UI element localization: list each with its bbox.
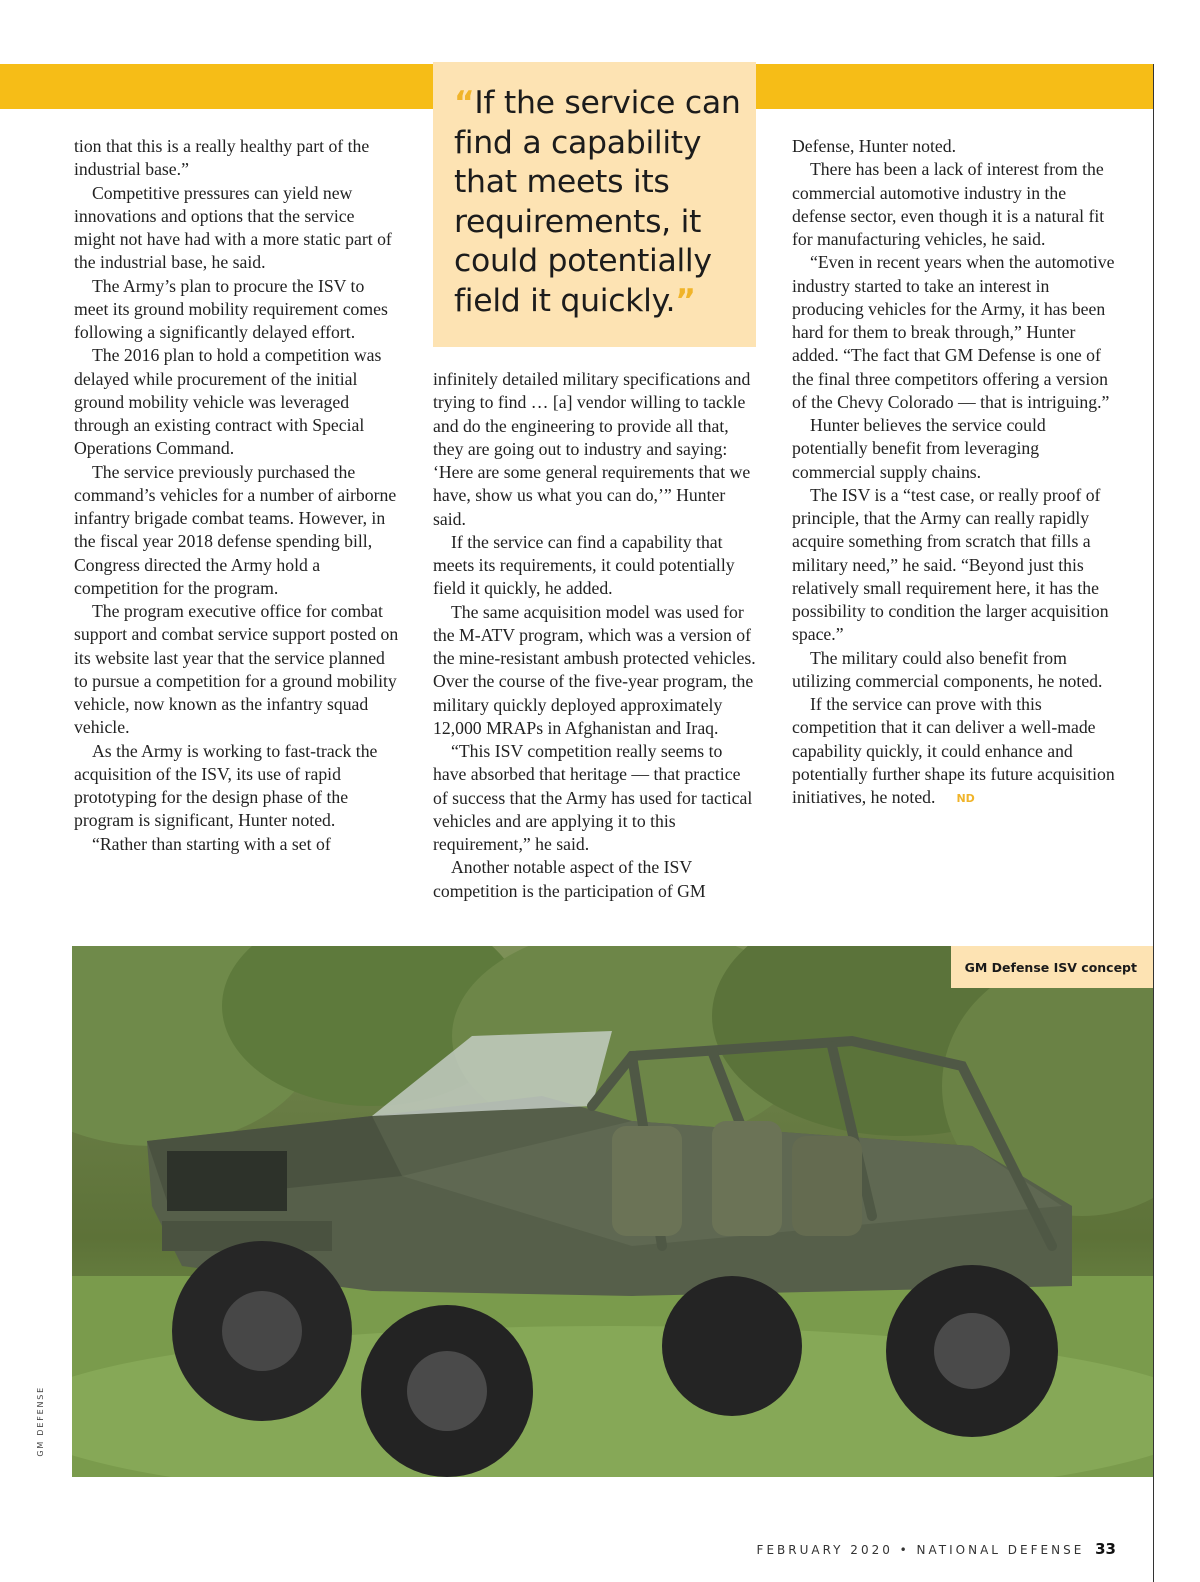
article-paragraph — [74, 461, 400, 601]
paragraph-text: As the Army is working to fast-track the acquisition of the ISV, its use of rapid prototyping for the design phase of the program is significant, Hunter noted. — [74, 740, 378, 831]
paragraph-text: Competitive pressures can yield new innovations and options that the service might not have had with a more static part of the industrial base, he said. — [74, 182, 392, 273]
article-paragraph — [433, 856, 759, 903]
paragraph-text: If the service can find a capability that meets its requirements, it could potentially field it quickly, he added. — [433, 531, 735, 599]
page-footer — [757, 1540, 1116, 1558]
article-paragraph — [74, 833, 400, 856]
paragraph-text: The military could also benefit from utilizing commercial components, he noted. — [792, 647, 1103, 691]
article-paragraph — [433, 531, 759, 601]
paragraph-text: The service previously purchased the command’s vehicles for a number of airborne infantry brigade combat teams. However, in the fiscal year 2018 defense spending bill, Congress directed the Army hold a competition for the program. — [74, 461, 397, 598]
close-quote-mark: ” — [675, 282, 696, 319]
article-paragraph — [792, 693, 1118, 810]
article-paragraph — [433, 601, 759, 741]
open-quote-mark: “ — [454, 85, 475, 121]
paragraph-text: The program executive office for combat support and combat service support posted on its website last year that the service planned to pursue a competition for a ground mobility vehicle, now known as the infantry squad vehicle. — [74, 601, 399, 738]
paragraph-text: If the service can prove with this competition that it can deliver a well-made capability quickly, it could enhance and potentially further shape its future acquisition initiatives, he noted. — [792, 694, 1115, 807]
article-paragraph — [74, 275, 400, 345]
article-paragraph — [792, 647, 1118, 694]
photo-credit: GM DEFENSE — [36, 1386, 45, 1457]
paragraph-text: “This ISV competition really seems to have absorbed that heritage — that practice of success that the Army has used for tactical vehicles and are applying it to this requirement,” he said. — [433, 741, 753, 854]
isv-vehicle-illustration — [72, 946, 1153, 1477]
paragraph-text: infinitely detailed military specifications and trying to find … [a] vendor willing to tackle and do the engineering to provide all that, they are going out to industry and saying: ‘Here are some general requirements that we have, show us what you can do,’” Hunter said. — [433, 369, 751, 529]
paragraph-text: The same acquisition model was used for the M-ATV program, which was a version of the mine-resistant ambush protected vehicles. Over the course of the five-year program, the military quickly deployed approximately 12,000 MRAPs in Afghanistan and Iraq. — [433, 601, 756, 738]
article-paragraph — [433, 368, 759, 531]
end-of-article-mark: ND — [956, 792, 975, 805]
article-column-3 — [792, 135, 1118, 810]
paragraph-text: The Army’s plan to procure the ISV to meet its ground mobility requirement comes following a significantly delayed effort. — [74, 275, 388, 342]
article-paragraph — [792, 135, 1118, 158]
article-paragraph — [74, 600, 400, 740]
article-paragraph — [74, 740, 400, 833]
paragraph-text: The ISV is a “test case, or really proof of principle, that the Army can really rapidly acquire something from scratch that fills a military need,” he said. “Beyond just this relatively small requirement here, it has the possibility to condition the larger acquisition space.” — [792, 484, 1109, 645]
paragraph-text: Hunter believes the service could potentially benefit from leveraging commercial supply chains. — [792, 415, 1046, 482]
front-left-wheel — [172, 1241, 352, 1421]
article-paragraph — [74, 135, 400, 182]
paragraph-text: There has been a lack of interest from the commercial automotive industry in the defense sector, even though it is a natural fit for manufacturing vehicles, he said. — [792, 159, 1105, 249]
folio-text: FEBRUARY 2020 • NATIONAL DEFENSE — [756, 1543, 1085, 1557]
article-column-2 — [433, 368, 759, 903]
article-paragraph — [792, 251, 1118, 414]
page-number: 33 — [1095, 1540, 1116, 1558]
paragraph-text: Another notable aspect of the ISV competition is the participation of GM — [433, 857, 706, 901]
pull-quote-text: If the service can find a capability that meets its requirements, it could potentially field it quickly. — [454, 85, 741, 319]
paragraph-text: Defense, Hunter noted. — [792, 136, 957, 156]
article-paragraph — [792, 158, 1118, 251]
accent-band-right — [756, 64, 1154, 109]
article-paragraph — [74, 182, 400, 275]
paragraph-text: “Even in recent years when the automotive industry started to take an interest in producing vehicles for the Army, it has been hard for them to break through,” Hunter added. “The fact that GM Defense is one of the final three competitors offering a version of the Chevy Colorado — that is intriguing.” — [792, 252, 1115, 412]
article-column-1 — [74, 135, 400, 856]
vehicle-photo — [72, 946, 1153, 1477]
article-paragraph — [74, 344, 400, 460]
pull-quote — [433, 62, 756, 347]
article-paragraph — [792, 414, 1118, 484]
article-paragraph — [433, 740, 759, 856]
accent-band-left — [0, 64, 433, 109]
paragraph-text: tion that this is a really healthy part of the industrial base.” — [74, 136, 370, 180]
page-edge-rule — [1153, 64, 1154, 1582]
paragraph-text: The 2016 plan to hold a competition was delayed while procurement of the initial ground mobility vehicle was leveraged through an existing contract with Special Operations Command. — [74, 345, 382, 459]
photo-caption: GM Defense ISV concept — [951, 946, 1153, 988]
paragraph-text: “Rather than starting with a set of — [92, 833, 331, 854]
article-paragraph — [792, 484, 1118, 647]
